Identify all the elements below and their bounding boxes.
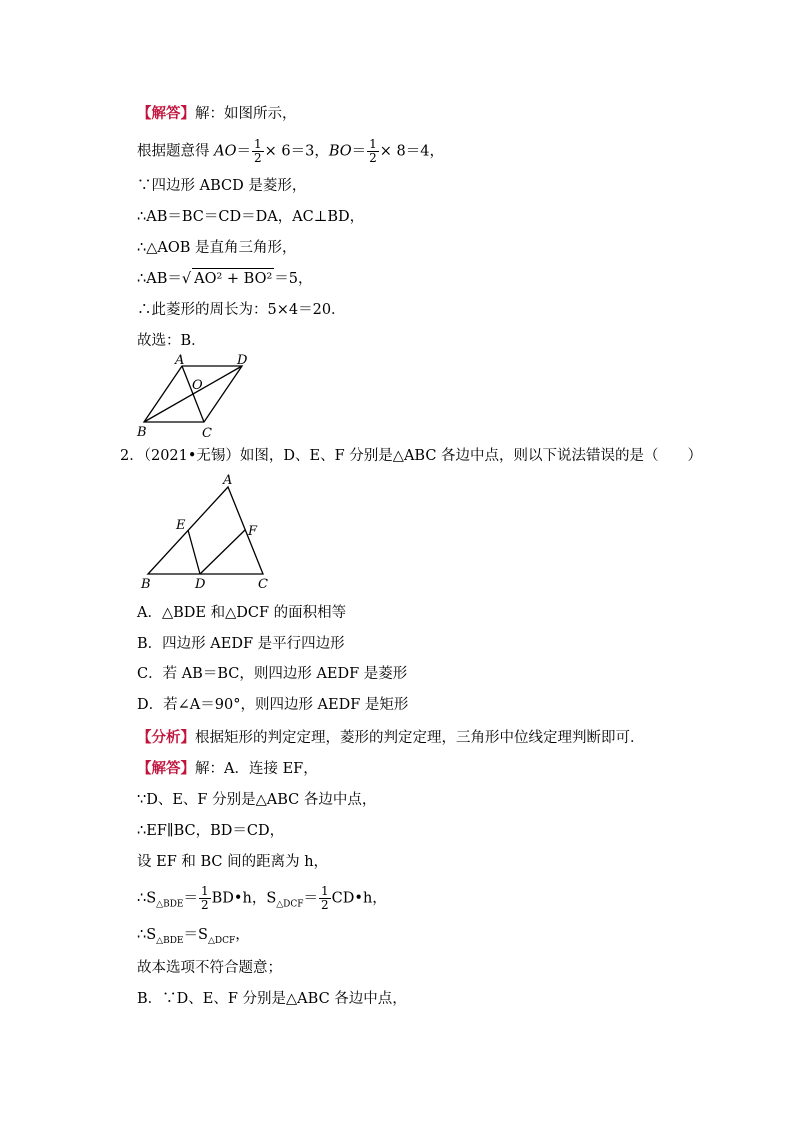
label-D: D [195, 577, 206, 592]
l1-bo: BO [328, 143, 352, 160]
label-F: F [248, 524, 258, 539]
answer-label: 【解答】 [137, 761, 195, 777]
rhombus-figure [132, 354, 272, 444]
label-A: A [223, 473, 233, 488]
l1-t2: × 8＝4， [379, 143, 444, 160]
solution1-line7: 故选：B． [137, 333, 206, 349]
l1-t1: × 6＝3， [264, 143, 329, 160]
fraction-half: $\frac{1}{2}$ [369, 137, 377, 165]
solution2-line6: 故本选项不符合题意； [137, 960, 282, 976]
label-O: O [192, 378, 203, 393]
solution1-line4: ∴△AOB 是直角三角形， [137, 240, 297, 256]
fraction-half: $\frac{1}{2}$ [321, 884, 329, 912]
option-b: B．四边形 AEDF 是平行四边形 [137, 636, 345, 652]
label-A: A [175, 354, 185, 368]
solution2-line4: $\therefore S_{\triangle BDE}=$ $\frac{1}{2}$ BD•h，$S_{\triangle DCF}=$ $\frac{1}{2}$ CD•h， [137, 884, 387, 912]
fraction-half: $\frac{1}{2}$ [253, 137, 262, 165]
solution1-line2: ∵四边形 ABCD 是菱形， [137, 178, 307, 194]
solution2-line2: ∴EF∥BC，BD＝CD， [137, 823, 285, 839]
option-a: A．△BDE 和△DCF 的面积相等 [137, 605, 347, 621]
analysis-label: 【分析】 [137, 730, 195, 746]
solution2-line1: ∵D、E、F 分别是△ABC 各边中点， [137, 792, 377, 808]
l1-pre: 根据题意得 [137, 143, 210, 160]
solution1-intro: 解：如图所示， [195, 106, 297, 122]
analysis-text: 根据矩形的判定定理，菱形的判定定理，三角形中位线定理判断即可． [195, 730, 645, 746]
label-B: B [137, 425, 147, 440]
solution2-line5: $\therefore S_{\triangle BDE}=S_{\triangle DCF}$， [137, 927, 250, 946]
question2-stem: 2．（2021•无锡）如图，D、E、F 分别是△ABC 各边中点，则以下说法错误的是（ ） [120, 448, 703, 464]
label-E: E [176, 518, 186, 533]
label-C: C [202, 426, 212, 441]
l1-ao: AO [214, 143, 237, 160]
label-B: B [141, 577, 151, 592]
triangle-figure [135, 472, 285, 592]
solution1-line1: 根据题意得 AO＝ $\frac{1}{2}$ × 6＝3，BO＝ $\frac{1}{2}$ × 8＝4， [137, 137, 444, 165]
analysis-line [137, 728, 645, 748]
solution1-line3: ∴AB＝BC＝CD＝DA，AC⊥BD， [137, 209, 365, 225]
solution2-line7: B．∵D、E、F 分别是△ABC 各边中点， [137, 991, 407, 1007]
sqrt-expression: AO² + BO² [192, 268, 274, 289]
solution2-line3: 设 EF 和 BC 间的距离为 h， [137, 854, 329, 870]
label-D: D [237, 354, 248, 368]
solution2-intro: 解：A．连接 EF， [195, 761, 318, 777]
fraction-half: $\frac{1}{2}$ [201, 884, 209, 912]
label-C: C [258, 577, 268, 592]
answer-label: 【解答】 [137, 106, 195, 122]
solution1-line5: ∴AB＝√ AO² + BO² ＝5， [137, 268, 313, 289]
option-d: D．若∠A＝90°，则四边形 AEDF 是矩形 [137, 697, 409, 713]
option-c: C．若 AB＝BC，则四边形 AEDF 是菱形 [137, 666, 408, 682]
solution2-intro-line [137, 759, 318, 779]
solution1-intro-line [137, 104, 297, 124]
solution1-line6: ∴此菱形的周长为：5×4＝20． [137, 302, 346, 318]
l1-eq: ＝ [236, 143, 251, 160]
